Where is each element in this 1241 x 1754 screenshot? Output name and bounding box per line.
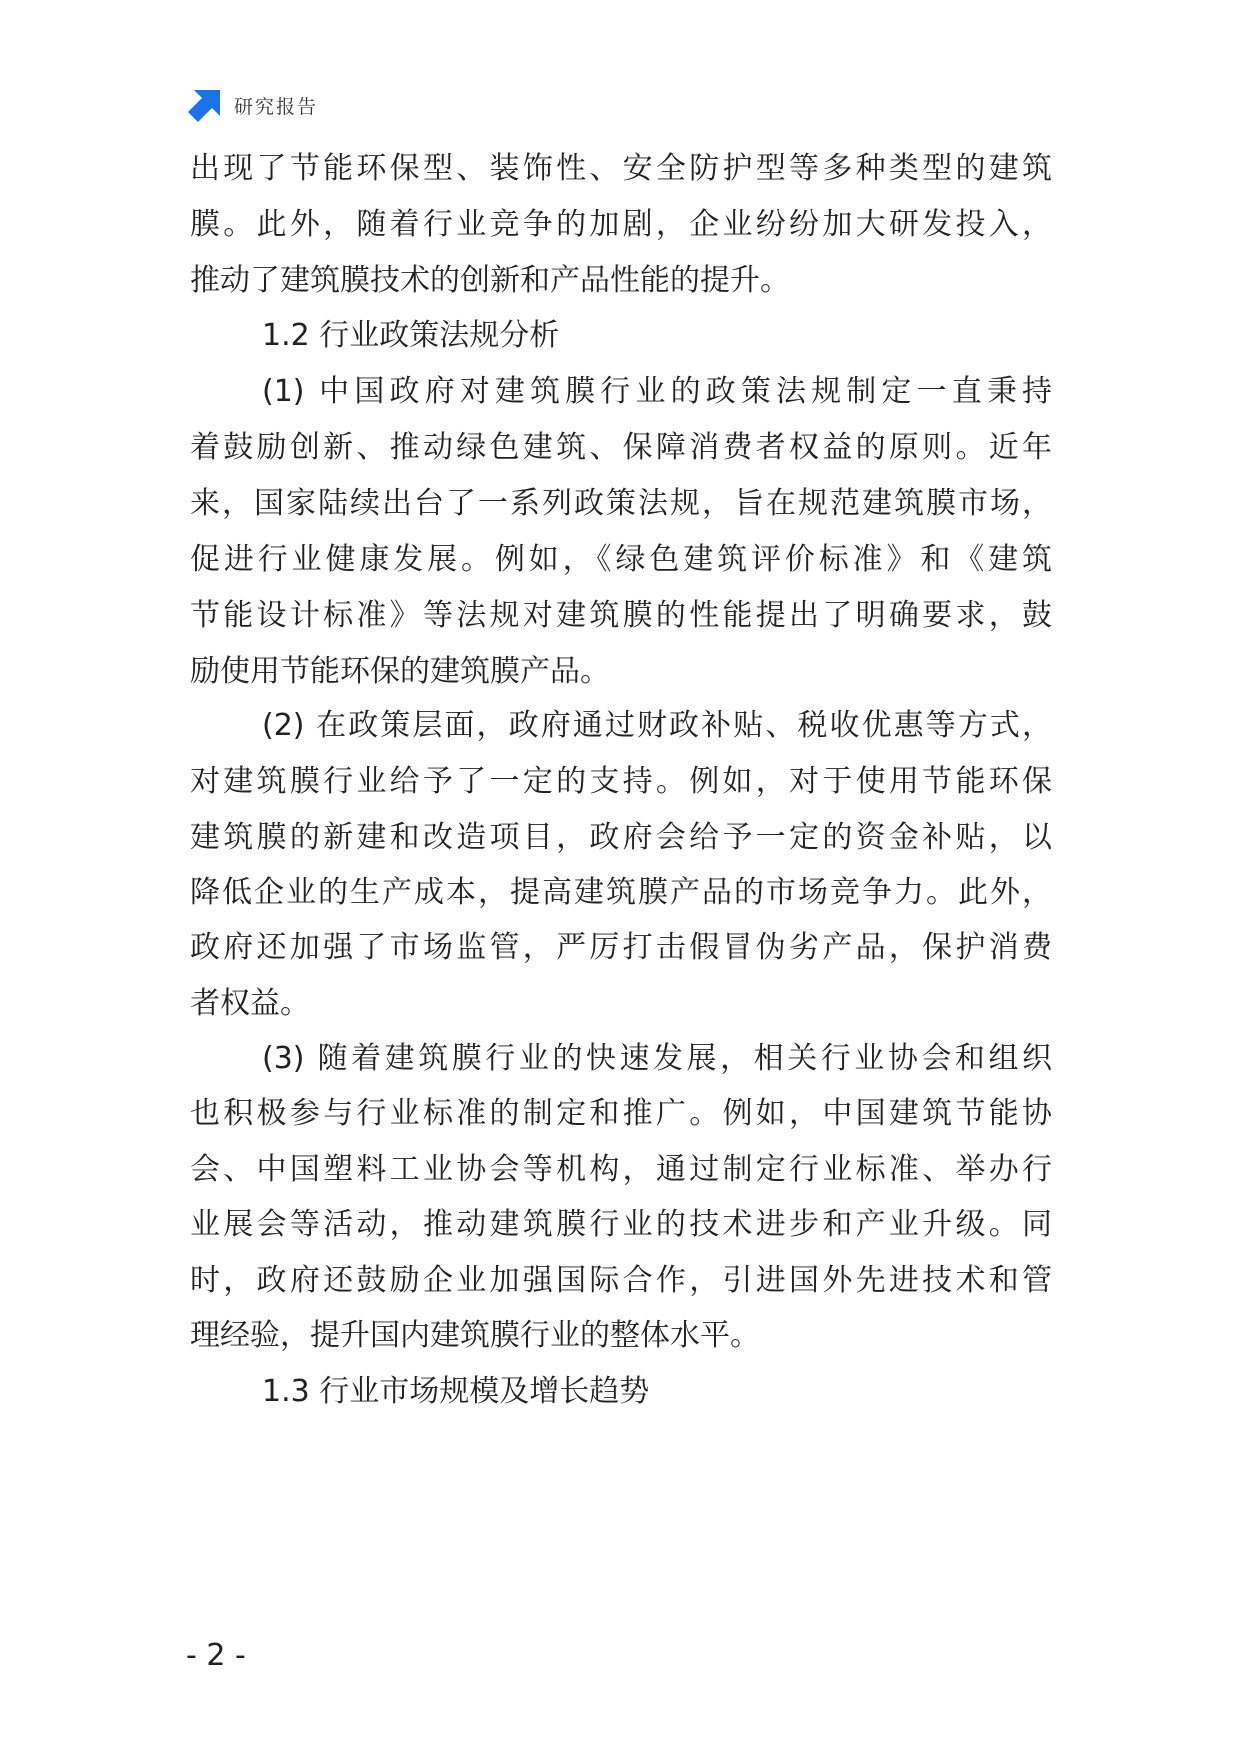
paragraph-line: 时，政府还鼓励企业加强国际合作，引进国外先进技术和管	[190, 1263, 1052, 1298]
paragraph-line: 来，国家陆续出台了一系列政策法规，旨在规范建筑膜市场，	[190, 486, 1052, 521]
section-heading: 1.3 行业市场规模及增长趋势	[262, 1374, 650, 1409]
paragraph-line: 业展会等活动，推动建筑膜行业的技术进步和产业升级。同	[190, 1207, 1052, 1242]
paragraph-line: 建筑膜的新建和改造项目，政府会给予一定的资金补贴，以	[190, 820, 1052, 855]
paragraph-line: 出现了节能环保型、装饰性、安全防护型等多种类型的建筑	[190, 151, 1052, 186]
paragraph-line: (2) 在政策层面，政府通过财政补贴、税收优惠等方式，	[262, 708, 1052, 743]
paragraph-line: 着鼓励创新、推动绿色建筑、保障消费者权益的原则。近年	[190, 430, 1052, 465]
paragraph-line: (3) 随着建筑膜行业的快速发展，相关行业协会和组织	[262, 1041, 1052, 1076]
header-title: 研究报告	[234, 95, 319, 118]
paragraph-line: 推动了建筑膜技术的创新和产品性能的提升。	[190, 263, 790, 298]
page-number: - 2 -	[186, 1638, 246, 1673]
paragraph-line: 也积极参与行业标准的制定和推广。例如，中国建筑节能协	[190, 1096, 1052, 1131]
paragraph-line: 励使用节能环保的建筑膜产品。	[190, 654, 610, 689]
paragraph-line: 对建筑膜行业给予了一定的支持。例如，对于使用节能环保	[190, 764, 1052, 799]
paragraph-line: 膜。此外，随着行业竞争的加剧，企业纷纷加大研发投入，	[190, 207, 1052, 242]
paragraph-line: 促进行业健康发展。例如，《绿色建筑评价标准》和《建筑	[190, 542, 1052, 577]
paragraph-line: 政府还加强了市场监管，严厉打击假冒伪劣产品，保护消费	[190, 930, 1052, 965]
paragraph-line: 降低企业的生产成本，提高建筑膜产品的市场竞争力。此外，	[190, 875, 1052, 910]
paragraph-line: (1) 中国政府对建筑膜行业的政策法规制定一直秉持	[262, 374, 1052, 409]
paragraph-line: 节能设计标准》等法规对建筑膜的性能提出了明确要求，鼓	[190, 598, 1052, 633]
paragraph-line: 理经验，提升国内建筑膜行业的整体水平。	[190, 1318, 760, 1353]
paragraph-line: 者权益。	[190, 986, 310, 1021]
section-heading: 1.2 行业政策法规分析	[262, 318, 560, 353]
paragraph-line: 会、中国塑料工业协会等机构，通过制定行业标准、举办行	[190, 1152, 1052, 1187]
